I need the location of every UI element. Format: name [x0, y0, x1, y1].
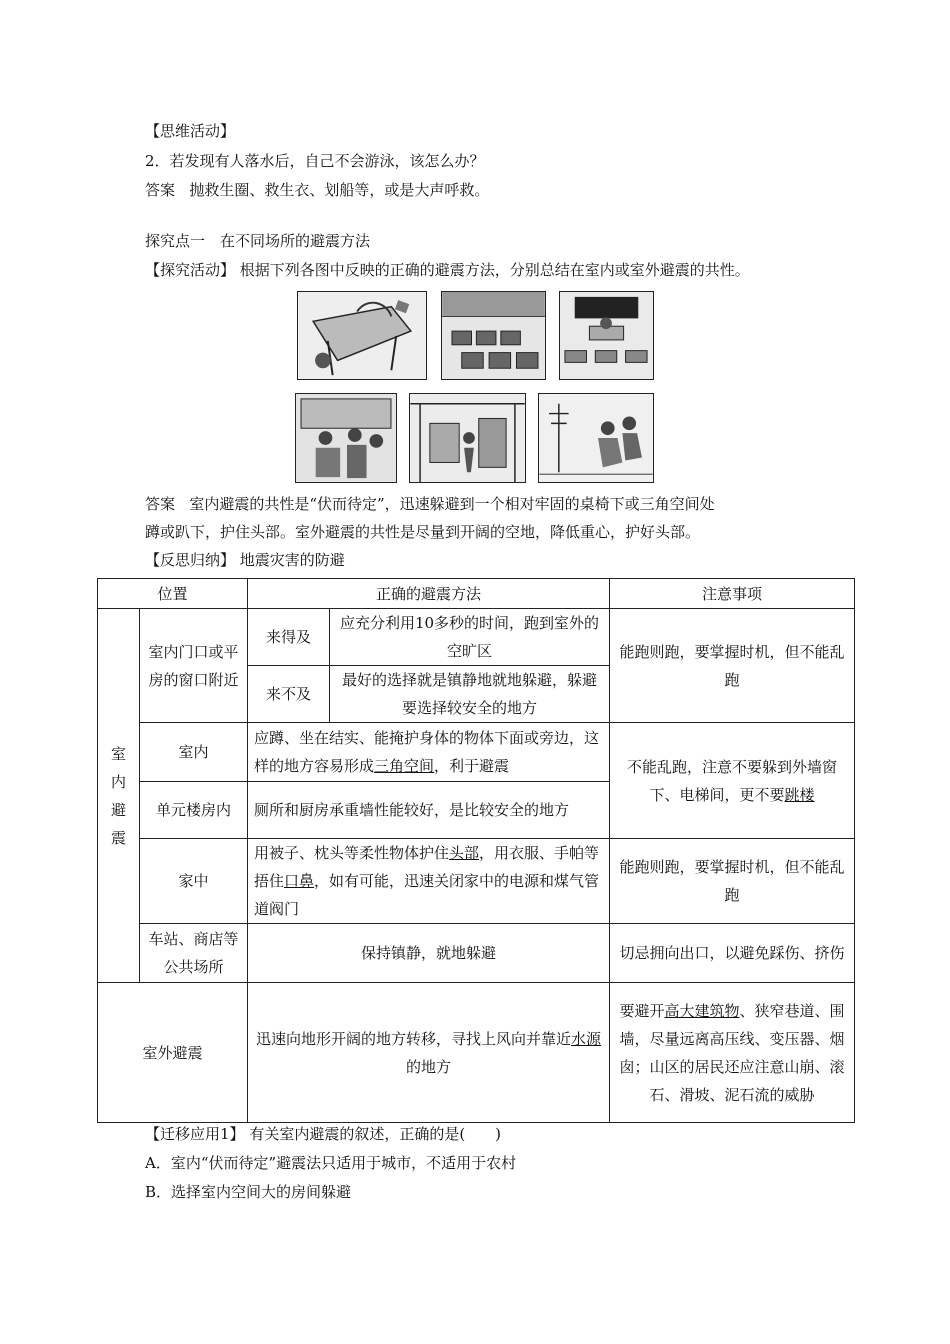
transfer-question: 有关室内避震的叙述，正确的是( )	[249, 1125, 502, 1143]
earthquake-avoidance-table	[97, 578, 855, 1123]
illustration-outdoor	[538, 393, 654, 483]
option-a: A．室内“伏而待定”避震法只适用于城市，不适用于农村	[145, 1154, 517, 1172]
public-place: 车站、商店等公共场所	[140, 924, 248, 983]
crouching-under-table-icon	[298, 292, 426, 379]
thinking-answer	[145, 180, 489, 200]
header-method: 正确的避震方法	[248, 579, 610, 609]
in-time-label: 来得及	[248, 609, 330, 666]
answer-label: 答案	[145, 181, 176, 199]
explore-answer-text1: 室内避震的共性是“伏而待定”，迅速躲避到一个相对牢固的桌椅下或三角空间处	[189, 495, 715, 513]
illustration-classroom	[559, 291, 654, 380]
table-header-row	[98, 579, 855, 609]
building-place: 单元楼房内	[140, 782, 248, 839]
no-time-label: 来不及	[248, 666, 330, 723]
building-method: 厕所和厨房承重墙性能较好，是比较安全的地方	[248, 782, 610, 839]
answer-text: 抛救生圈、救生衣、划船等，或是大声呼救。	[189, 181, 490, 199]
activity-label: 【探究活动】	[145, 261, 236, 279]
header-notes: 注意事项	[610, 579, 855, 609]
activity-text: 根据下列各图中反映的正确的避震方法，分别总结在室内或室外避震的共性。	[239, 261, 750, 279]
door-place: 室内门口或平房的窗口附近	[140, 609, 248, 723]
indoor-method: 应蹲、坐在结实、能掩护身体的物体下面或旁边，这样的地方容易形成三角空间，利于避震	[248, 723, 610, 782]
home-place: 家中	[140, 839, 248, 924]
table-row	[98, 839, 855, 924]
explore-answer-label: 答案	[145, 495, 176, 513]
illustration-under-table	[297, 291, 427, 380]
reflect-heading	[145, 550, 345, 570]
header-location: 位置	[98, 579, 248, 609]
no-time-method: 最好的选择就是镇静地就地躲避，躲避要选择较安全的地方	[330, 666, 610, 723]
illustration-bus	[295, 393, 397, 483]
indoor-note: 不能乱跑，注意不要躲到外墙窗下、电梯间，更不要跳楼	[610, 723, 855, 839]
explore-answer-line1	[145, 494, 715, 514]
reflect-title: 地震灾害的防避	[239, 551, 345, 569]
illustration-theater-seats	[441, 291, 546, 380]
store-shelves-icon	[410, 394, 525, 482]
door-note: 能跑则跑，要掌握时机，但不能乱跑	[610, 609, 855, 723]
public-method: 保持镇静，就地躲避	[248, 924, 610, 983]
people-running-outdoors-icon	[539, 394, 653, 482]
transfer-label: 【迁移应用1】	[145, 1125, 245, 1143]
outdoor-method: 迅速向地形开阔的地方转移，寻找上风向并靠近水源的地方	[248, 983, 610, 1123]
outdoor-note: 要避开高大建筑物、狭窄巷道、围墙，尽量远离高压线、变压器、烟囱；山区的居民还应注意山崩、滚石、滑坡、泥石流的威胁	[610, 983, 855, 1123]
explore-point-title: 探究点一 在不同场所的避震方法	[145, 232, 371, 250]
table-row	[98, 609, 855, 666]
option-b: B．选择室内空间大的房间躲避	[145, 1183, 352, 1201]
public-note: 切忌拥向出口，以避免踩伤、挤伤	[610, 924, 855, 983]
home-method: 用被子、枕头等柔性物体护住头部，用衣服、手帕等捂住口鼻，如有可能，迅速关闭家中的电源和煤气管道阀门	[248, 839, 610, 924]
thinking-question: 2．若发现有人落水后，自己不会游泳，该怎么办？	[145, 152, 485, 170]
explore-activity	[145, 260, 750, 280]
theater-seats-icon	[442, 292, 545, 379]
home-note: 能跑则跑，要掌握时机，但不能乱跑	[610, 839, 855, 924]
in-time-method: 应充分利用10多秒的时间，跑到室外的空旷区	[330, 609, 610, 666]
table-row	[98, 924, 855, 983]
table-row	[98, 723, 855, 782]
indoor-place: 室内	[140, 723, 248, 782]
thinking-heading: 【思维活动】	[145, 122, 236, 140]
transfer-heading	[145, 1124, 501, 1144]
indoor-label-cell	[98, 609, 140, 983]
indoor-label: 室内避震	[110, 744, 126, 847]
outdoor-place: 室外避震	[98, 983, 248, 1123]
reflect-label: 【反思归纳】	[145, 551, 236, 569]
illustration-store	[409, 393, 526, 483]
classroom-desk-icon	[560, 292, 653, 379]
bus-passengers-icon	[296, 394, 396, 482]
table-row	[98, 983, 855, 1123]
explore-answer-line2: 蹲或趴下，护住头部。室外避震的共性是尽量到开阔的空地，降低重心，护好头部。	[145, 523, 701, 541]
